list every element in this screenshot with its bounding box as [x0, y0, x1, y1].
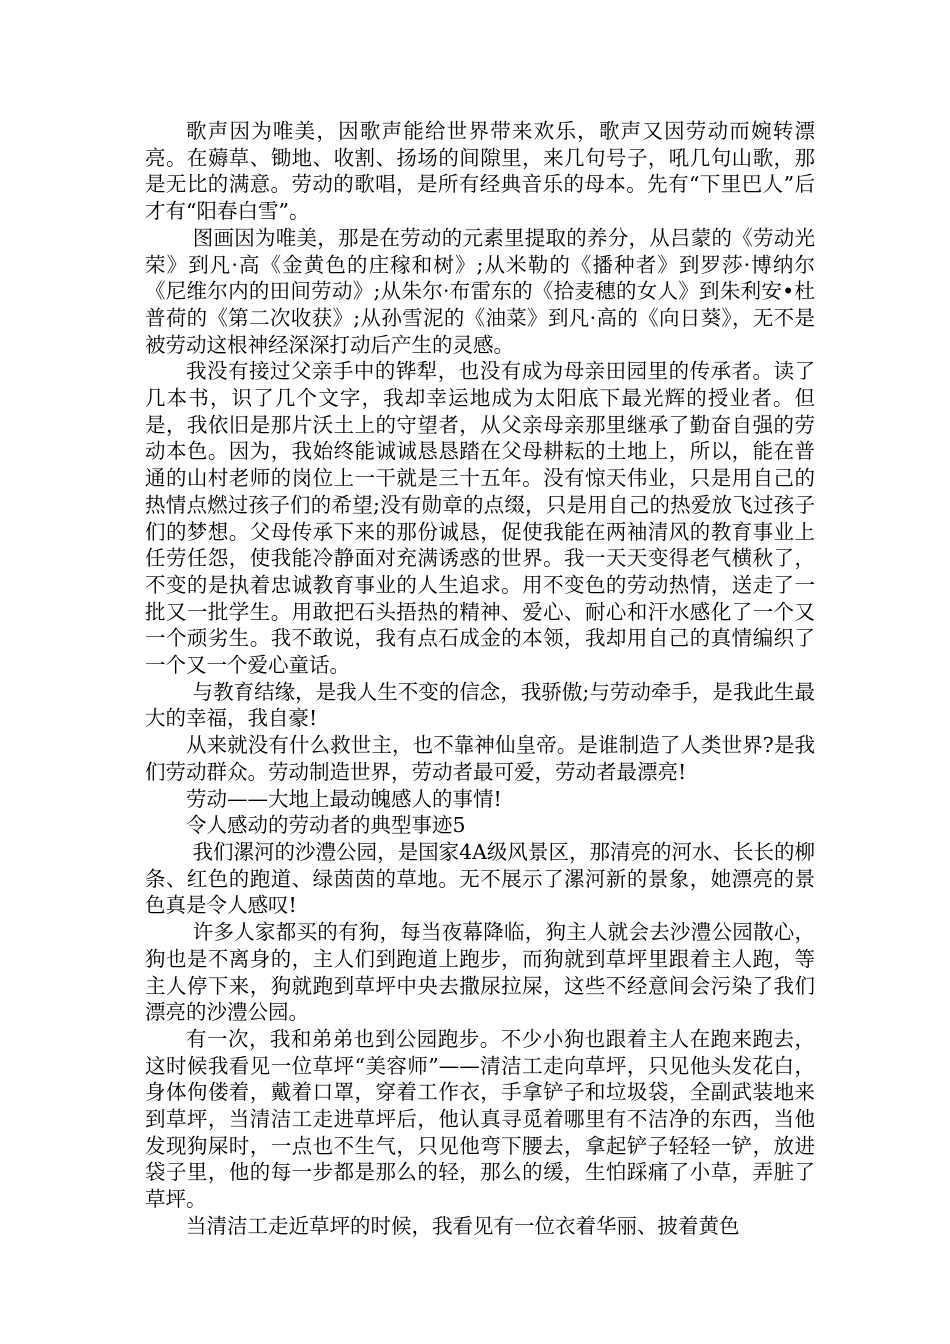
document-body [145, 118, 815, 1240]
paragraph-education: 与教育结缘，是我人生不变的信念，我骄傲;与劳动牵手，是我此生最大的幸福，我自豪! [145, 679, 815, 731]
paragraph-cleaner: 有一次，我和弟弟也到公园跑步。不少小狗也跟着主人在跑来跑去，这时候我看见一位草坪“美容师”——清洁工走向草坪，只见他头发花白，身体佝偻着，戴着口罩，穿着工作衣，手拿铲子和垃圾袋，全副武装地来到草坪，当清洁工走进草坪后，他认真寻觅着哪里有不洁净的东西，当他发现狗屎时，一点也不生气，只见他弯下腰去，拿起铲子轻轻一铲，放进袋子里，他的每一步都是那么的轻，那么的缓，生怕踩痛了小草，弄脏了草坪。 [145, 1026, 815, 1212]
paragraph-teacher: 我没有接过父亲手中的铧犁，也没有成为母亲田园里的传承者。读了几本书，识了几个文字，我却幸运地成为太阳底下最光辉的授业者。但是，我依旧是那片沃土上的守望者，从父亲母亲那里继承了勤奋自强的劳动本色。因为，我始终能诚诚恳恳踏在父母耕耘的土地上，所以，能在普通的山村老师的岗位上一干就是三十五年。没有惊天伟业，只是用自己的热情点燃过孩子们的希望;没有勋章的点缀，只是用自己的热爱放飞过孩子们的梦想。父母传承下来的那份诚恳，促使我能在两袖清风的教育事业上任劳任怨，使我能冷静面对充满诱惑的世界。我一天天变得老气横秋了，不变的是执着忠诚教育事业的人生追求。用不变色的劳动热情，送走了一批又一批学生。用敢把石头捂热的精神、爱心、耐心和汗水感化了一个又一个顽劣生。我不敢说，我有点石成金的本领，我却用自己的真情编织了一个又一个爱心童话。 [145, 359, 815, 678]
paragraph-singing: 歌声因为唯美，因歌声能给世界带来欢乐，歌声又因劳动而婉转漂亮。在薅草、锄地、收割、扬场的间隙里，来几句号子，吼几句山歌，那是无比的满意。劳动的歌唱，是所有经典音乐的母本。先有“下里巴人”后才有“阳春白雪”。 [145, 119, 815, 224]
paragraph-labor-touching: 劳动——大地上最动魄感人的事情! [186, 786, 502, 811]
section-heading: 令人感动的劳动者的典型事迹5 [186, 813, 466, 838]
paragraph-paintings: 图画因为唯美，那是在劳动的元素里提取的养分，从吕蒙的《劳动光荣》到凡·高《金黄色的庄稼和树》;从米勒的《播种者》到罗莎·博纳尔《尼维尔内的田间劳动》;从朱尔·布雷东的《拾麦穗的女人》到朱利安•杜普荷的《第二次收获》;从孙雪泥的《油菜》到凡·高的《向日葵》，无不是被劳动这根神经深深打动后产生的灵感。 [145, 225, 815, 357]
paragraph-continued: 当清洁工走近草坪的时候，我看见有一位衣着华丽、披着黄色 [186, 1213, 740, 1238]
paragraph-dogs: 许多人家都买的有狗，每当夜幕降临，狗主人就会去沙澧公园散心，狗也是不离身的，主人们到跑道上跑步，而狗就到草坪里跟着主人跑，等主人停下来，狗就跑到草坪中央去撒尿拉屎，这些不经意间会污染了我们漂亮的沙澧公园。 [145, 920, 815, 1025]
paragraph-labor-masses: 从来就没有什么救世主，也不靠神仙皇帝。是谁制造了人类世界?是我们劳动群众。劳动制造世界，劳动者最可爱，劳动者最漂亮! [145, 733, 815, 784]
paragraph-park: 我们漯河的沙澧公园，是国家4A级风景区，那清亮的河水、长长的柳条、红色的跑道、绿茵茵的草地。无不展示了漯河新的景象，她漂亮的景色真是令人感叹! [145, 839, 815, 918]
